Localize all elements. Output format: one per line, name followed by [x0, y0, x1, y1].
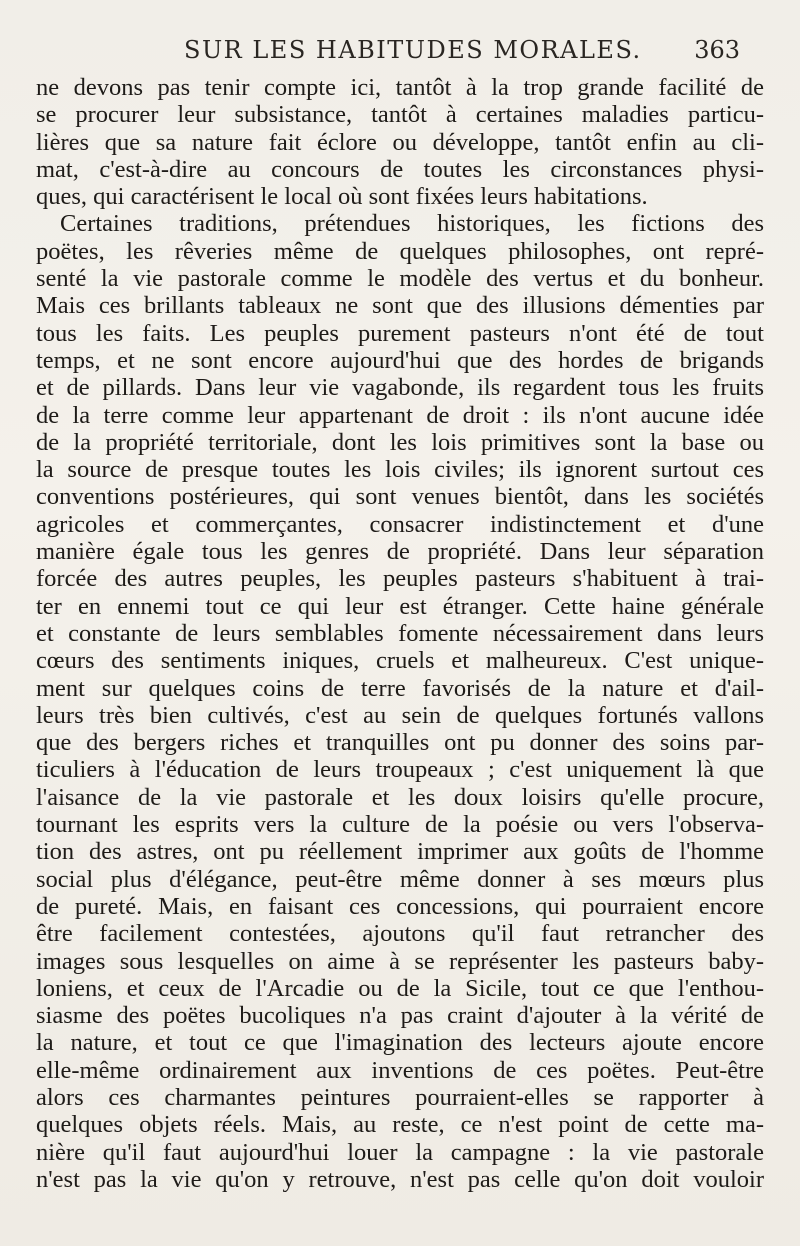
- text-line: loniens, et ceux de l'Arcadie ou de la Sicile, tout ce que l'enthou-: [36, 974, 764, 1002]
- text-line: leurs très bien cultivés, c'est au sein de quelques fortunés vallons: [36, 701, 764, 729]
- text-line: images sous lesquelles on aime à se représenter les pasteurs baby-: [36, 947, 764, 975]
- text-line: Mais ces brillants tableaux ne sont que des illusions démenties par: [36, 292, 764, 320]
- body-text: [36, 74, 764, 1193]
- text-line: alors ces charmantes peintures pourraient-elles se rapporter à: [36, 1083, 764, 1111]
- text-line: la source de presque toutes les lois civiles; ils ignorent surtout ces: [36, 456, 764, 484]
- text-line: de la terre comme leur appartenant de droit : ils n'ont aucune idée: [36, 401, 764, 429]
- text-line: manière égale tous les genres de propriété. Dans leur séparation: [36, 538, 764, 566]
- text-line: être facilement contestées, ajoutons qu'il faut retrancher des: [36, 920, 764, 948]
- text-line: et constante de leurs semblables fomente nécessairement dans leurs: [36, 619, 764, 647]
- text-line: l'aisance de la vie pastorale et les doux loisirs qu'elle procure,: [36, 783, 764, 811]
- text-line: ques, qui caractérisent le local où sont fixées leurs habitations.: [36, 183, 648, 211]
- text-line: forcée des autres peuples, les peuples pasteurs s'habituent à trai-: [36, 565, 764, 593]
- text-line: tournant les esprits vers la culture de la poésie ou vers l'observa-: [36, 811, 764, 839]
- text-line: social plus d'élégance, peut-être même donner à ses mœurs plus: [36, 865, 764, 893]
- text-line: ter en ennemi tout ce qui leur est étranger. Cette haine générale: [36, 592, 764, 620]
- text-line: de la propriété territoriale, dont les lois primitives sont la base ou: [36, 428, 764, 456]
- text-line: n'est pas la vie qu'on y retrouve, n'est pas celle qu'on doit vouloir: [36, 1165, 764, 1193]
- paragraph-start-line: Certaines traditions, prétendues historiques, les fictions des: [60, 210, 764, 238]
- text-line: la nature, et tout ce que l'imagination des lecteurs ajoute encore: [36, 1029, 764, 1057]
- text-line: tion des astres, ont pu réellement imprimer aux goûts de l'homme: [36, 838, 764, 866]
- text-line: que des bergers riches et tranquilles ont pu donner des soins par-: [36, 729, 764, 757]
- text-line: se procurer leur subsistance, tantôt à certaines maladies particu-: [36, 101, 764, 129]
- text-line: elle-même ordinairement aux inventions de ces poëtes. Peut-être: [36, 1056, 764, 1084]
- text-line: quelques objets réels. Mais, au reste, ce n'est point de cette ma-: [36, 1111, 764, 1139]
- text-line: senté la vie pastorale comme le modèle des vertus et du bonheur.: [36, 265, 764, 293]
- text-line: temps, et ne sont encore aujourd'hui que des hordes de brigands: [36, 346, 764, 374]
- text-line: mat, c'est-à-dire au concours de toutes les circonstances physi-: [36, 155, 764, 183]
- text-line: conventions postérieures, qui sont venues bientôt, dans les sociétés: [36, 483, 764, 511]
- text-line: de pureté. Mais, en faisant ces concessions, qui pourraient encore: [36, 892, 764, 920]
- text-line: ne devons pas tenir compte ici, tantôt à la trop grande facilité de: [36, 74, 764, 101]
- text-line: et de pillards. Dans leur vie vagabonde, ils regardent tous les fruits: [36, 374, 764, 402]
- text-line: poëtes, les rêveries même de quelques philosophes, ont repré-: [36, 237, 764, 265]
- text-line: cœurs des sentiments iniques, cruels et malheureux. C'est unique-: [36, 647, 764, 675]
- text-line: ment sur quelques coins de terre favorisés de la nature et d'ail-: [36, 674, 764, 702]
- text-line: nière qu'il faut aujourd'hui louer la campagne : la vie pastorale: [36, 1138, 764, 1166]
- page-header: [36, 30, 742, 70]
- text-line: agricoles et commerçantes, consacrer indistinctement et d'une: [36, 510, 764, 538]
- text-line: siasme des poëtes bucoliques n'a pas craint d'ajouter à la vérité de: [36, 1002, 764, 1030]
- text-line: ticuliers à l'éducation de leurs troupeaux ; c'est uniquement là que: [36, 756, 764, 784]
- page-number: 363: [694, 36, 740, 64]
- running-title: SUR LES HABITUDES MORALES.: [184, 36, 642, 64]
- text-line: tous les faits. Les peuples purement pasteurs n'ont été de tout: [36, 319, 764, 347]
- text-line: lières que sa nature fait éclore ou développe, tantôt enfin au cli-: [36, 128, 764, 156]
